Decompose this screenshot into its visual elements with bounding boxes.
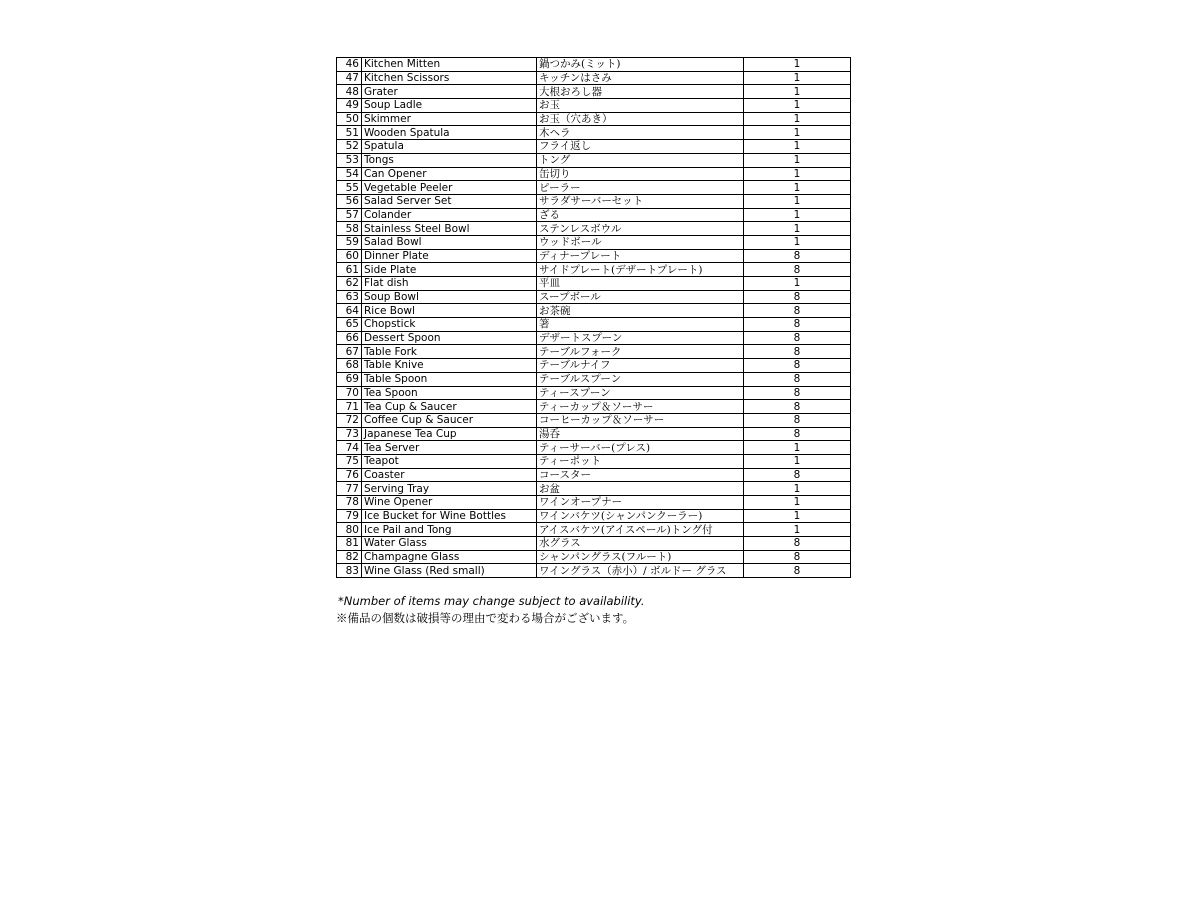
table-row [337,290,851,304]
item-number: 60 [337,249,362,263]
item-number: 65 [337,318,362,332]
item-name-english: Rice Bowl [362,304,537,318]
item-number: 57 [337,208,362,222]
item-number: 47 [337,71,362,85]
item-name-japanese: ワインオープナー [537,496,744,510]
table-row [337,537,851,551]
item-name-english: Wine Glass (Red small) [362,564,537,578]
item-number: 72 [337,413,362,427]
item-quantity: 1 [744,140,851,154]
item-name-english: Dinner Plate [362,249,537,263]
item-quantity: 8 [744,550,851,564]
item-number: 73 [337,427,362,441]
item-quantity: 8 [744,413,851,427]
item-quantity: 8 [744,345,851,359]
item-name-english: Grater [362,85,537,99]
item-quantity: 1 [744,153,851,167]
item-name-english: Stainless Steel Bowl [362,222,537,236]
item-number: 70 [337,386,362,400]
item-name-japanese: お茶碗 [537,304,744,318]
table-row [337,194,851,208]
table-row [337,140,851,154]
item-number: 63 [337,290,362,304]
item-quantity: 8 [744,427,851,441]
item-name-english: Table Fork [362,345,537,359]
item-quantity: 1 [744,222,851,236]
item-name-japanese: テーブルスプーン [537,372,744,386]
table-row [337,222,851,236]
item-quantity: 8 [744,331,851,345]
item-name-english: Tongs [362,153,537,167]
item-name-english: Serving Tray [362,482,537,496]
table-row [337,153,851,167]
table-row [337,454,851,468]
item-number: 59 [337,235,362,249]
item-number: 48 [337,85,362,99]
item-quantity: 1 [744,235,851,249]
item-name-japanese: テーブルフォーク [537,345,744,359]
table-row [337,496,851,510]
table-row [337,482,851,496]
item-number: 77 [337,482,362,496]
item-number: 83 [337,564,362,578]
item-number: 71 [337,400,362,414]
item-quantity: 1 [744,441,851,455]
table-row [337,564,851,578]
item-name-japanese: トング [537,153,744,167]
item-name-english: Tea Spoon [362,386,537,400]
table-row [337,318,851,332]
item-name-english: Side Plate [362,263,537,277]
item-name-english: Chopstick [362,318,537,332]
table-row [337,372,851,386]
item-name-english: Kitchen Mitten [362,58,537,72]
item-number: 54 [337,167,362,181]
availability-note-japanese: ※備品の個数は破損等の理由で変わる場合がございます。 [336,611,635,626]
item-name-english: Teapot [362,454,537,468]
item-name-english: Table Spoon [362,372,537,386]
item-quantity: 8 [744,372,851,386]
item-name-japanese: ティーサーバー(プレス) [537,441,744,455]
item-quantity: 1 [744,167,851,181]
table-row [337,58,851,72]
item-name-english: Table Knive [362,359,537,373]
table-row [337,208,851,222]
item-quantity: 8 [744,468,851,482]
table-row [337,112,851,126]
item-quantity: 1 [744,85,851,99]
item-name-english: Soup Bowl [362,290,537,304]
table-row [337,386,851,400]
table-row [337,468,851,482]
availability-note-english: *Number of items may change subject to availability. [338,594,645,609]
inventory-table-body [337,58,851,578]
table-row [337,359,851,373]
item-name-japanese: テーブルナイフ [537,359,744,373]
table-row [337,167,851,181]
item-number: 66 [337,331,362,345]
item-name-japanese: お玉 [537,99,744,113]
item-quantity: 1 [744,58,851,72]
item-name-english: Dessert Spoon [362,331,537,345]
item-number: 76 [337,468,362,482]
item-quantity: 1 [744,482,851,496]
item-name-japanese: サラダサーバーセット [537,194,744,208]
item-number: 69 [337,372,362,386]
item-name-japanese: 大根おろし器 [537,85,744,99]
item-name-english: Coffee Cup & Saucer [362,413,537,427]
item-name-english: Soup Ladle [362,99,537,113]
item-name-english: Tea Cup & Saucer [362,400,537,414]
item-name-japanese: ティーポット [537,454,744,468]
item-number: 81 [337,537,362,551]
item-name-japanese: 箸 [537,318,744,332]
item-name-english: Coaster [362,468,537,482]
item-name-japanese: シャンパングラス(フルート) [537,550,744,564]
item-number: 68 [337,359,362,373]
item-name-english: Spatula [362,140,537,154]
item-quantity: 1 [744,112,851,126]
item-name-japanese: コースター [537,468,744,482]
table-row [337,550,851,564]
item-number: 62 [337,277,362,291]
item-name-japanese: キッチンはさみ [537,71,744,85]
item-quantity: 1 [744,509,851,523]
item-quantity: 1 [744,181,851,195]
table-row [337,345,851,359]
table-row [337,181,851,195]
table-row [337,441,851,455]
table-row [337,99,851,113]
item-name-english: Salad Bowl [362,235,537,249]
item-name-english: Water Glass [362,537,537,551]
item-name-english: Wine Opener [362,496,537,510]
item-quantity: 1 [744,194,851,208]
table-row [337,427,851,441]
item-name-japanese: 缶切り [537,167,744,181]
item-name-japanese: ざる [537,208,744,222]
item-number: 80 [337,523,362,537]
item-name-japanese: ワイングラス（赤小）/ ボルドー グラス [537,564,744,578]
item-name-english: Champagne Glass [362,550,537,564]
item-name-english: Kitchen Scissors [362,71,537,85]
item-quantity: 8 [744,359,851,373]
item-name-japanese: 水グラス [537,537,744,551]
item-quantity: 8 [744,249,851,263]
item-quantity: 1 [744,523,851,537]
item-name-japanese: デザートスプーン [537,331,744,345]
item-name-japanese: フライ返し [537,140,744,154]
item-quantity: 8 [744,400,851,414]
item-quantity: 8 [744,537,851,551]
item-name-japanese: ワインバケツ(シャンパンクーラー) [537,509,744,523]
item-quantity: 1 [744,277,851,291]
item-name-english: Ice Bucket for Wine Bottles [362,509,537,523]
item-number: 79 [337,509,362,523]
item-quantity: 1 [744,71,851,85]
item-name-japanese: ディナープレート [537,249,744,263]
item-quantity: 8 [744,304,851,318]
item-name-english: Salad Server Set [362,194,537,208]
table-row [337,126,851,140]
item-name-japanese: ステンレスボウル [537,222,744,236]
item-number: 52 [337,140,362,154]
item-quantity: 8 [744,564,851,578]
table-row [337,400,851,414]
item-name-english: Skimmer [362,112,537,126]
item-name-japanese: ティースプーン [537,386,744,400]
item-number: 46 [337,58,362,72]
item-quantity: 8 [744,263,851,277]
item-quantity: 1 [744,208,851,222]
item-number: 55 [337,181,362,195]
item-quantity: 1 [744,99,851,113]
item-number: 78 [337,496,362,510]
table-row [337,235,851,249]
item-number: 67 [337,345,362,359]
item-name-english: Japanese Tea Cup [362,427,537,441]
item-name-japanese: サイドプレート(デザートプレート) [537,263,744,277]
item-number: 75 [337,454,362,468]
table-row [337,249,851,263]
inventory-document [336,57,848,626]
item-name-english: Vegetable Peeler [362,181,537,195]
item-quantity: 8 [744,318,851,332]
table-row [337,523,851,537]
item-number: 74 [337,441,362,455]
item-name-english: Wooden Spatula [362,126,537,140]
item-name-english: Ice Pail and Tong [362,523,537,537]
table-row [337,277,851,291]
item-name-japanese: ウッドボール [537,235,744,249]
item-name-japanese: 鍋つかみ(ミット) [537,58,744,72]
item-number: 64 [337,304,362,318]
item-quantity: 1 [744,126,851,140]
item-number: 49 [337,99,362,113]
item-quantity: 1 [744,496,851,510]
table-row [337,304,851,318]
item-number: 58 [337,222,362,236]
item-name-japanese: 湯呑 [537,427,744,441]
item-name-japanese: ティーカップ＆ソーサー [537,400,744,414]
table-row [337,509,851,523]
inventory-table [336,57,851,578]
item-quantity: 8 [744,290,851,304]
table-row [337,263,851,277]
table-row [337,71,851,85]
item-name-japanese: ピーラー [537,181,744,195]
item-name-english: Tea Server [362,441,537,455]
item-name-english: Colander [362,208,537,222]
item-name-japanese: 平皿 [537,277,744,291]
item-number: 51 [337,126,362,140]
table-row [337,413,851,427]
item-name-english: Can Opener [362,167,537,181]
item-name-japanese: お玉（穴あき） [537,112,744,126]
item-number: 82 [337,550,362,564]
item-number: 61 [337,263,362,277]
table-row [337,85,851,99]
item-name-japanese: 木ヘラ [537,126,744,140]
item-name-japanese: コーヒーカップ＆ソーサー [537,413,744,427]
item-number: 50 [337,112,362,126]
item-quantity: 1 [744,454,851,468]
item-name-japanese: お盆 [537,482,744,496]
item-name-english: Flat dish [362,277,537,291]
item-name-japanese: アイスバケツ(アイスペール)トング付 [537,523,744,537]
table-row [337,331,851,345]
item-number: 56 [337,194,362,208]
item-number: 53 [337,153,362,167]
item-quantity: 8 [744,386,851,400]
item-name-japanese: スープボール [537,290,744,304]
